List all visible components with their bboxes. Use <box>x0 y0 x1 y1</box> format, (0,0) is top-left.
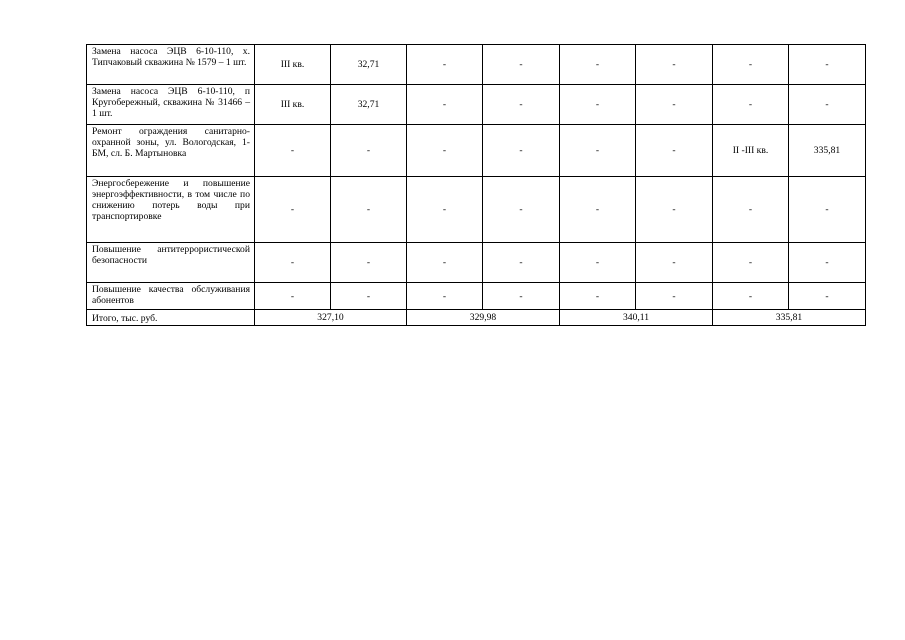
table-cell: - <box>713 45 789 85</box>
table-cell: - <box>255 177 331 243</box>
table-cell: - <box>255 283 331 310</box>
table-cell: - <box>636 283 713 310</box>
table-cell: - <box>560 283 636 310</box>
table-cell: - <box>636 125 713 177</box>
table-cell: - <box>483 283 560 310</box>
table-row <box>87 283 866 310</box>
table-cell: III кв. <box>255 45 331 85</box>
table-cell: - <box>407 45 483 85</box>
table-cell: - <box>560 85 636 125</box>
table-cell: - <box>789 85 866 125</box>
table-cell: - <box>636 85 713 125</box>
table-cell: - <box>331 177 407 243</box>
row-description: Повышение качества обслуживания абонентов <box>87 283 255 310</box>
table-cell: - <box>636 45 713 85</box>
total-value: 335,81 <box>713 310 866 326</box>
table-cell: - <box>483 45 560 85</box>
table-cell: - <box>331 283 407 310</box>
table-cell: 335,81 <box>789 125 866 177</box>
table-cell: - <box>713 177 789 243</box>
table-cell: - <box>636 243 713 283</box>
table-row <box>87 125 866 177</box>
table-cell: - <box>407 243 483 283</box>
table-row <box>87 85 866 125</box>
total-value: 327,10 <box>255 310 407 326</box>
table-cell: - <box>407 125 483 177</box>
table-cell: - <box>407 177 483 243</box>
table-cell: - <box>789 243 866 283</box>
table-cell: 32,71 <box>331 45 407 85</box>
table-row <box>87 45 866 85</box>
table-cell: - <box>331 125 407 177</box>
table-cell: - <box>713 283 789 310</box>
table-cell: - <box>483 125 560 177</box>
table-cell: - <box>407 283 483 310</box>
table-cell: III кв. <box>255 85 331 125</box>
table-cell: - <box>789 283 866 310</box>
table-cell: - <box>255 243 331 283</box>
table-cell: - <box>560 45 636 85</box>
table-cell: - <box>713 243 789 283</box>
row-description: Ремонт ограждения санитарно-охранной зоны, ул. Вологодская, 1-БМ, сл. Б. Мартыновка <box>87 125 255 177</box>
row-description: Замена насоса ЭЦВ 6-10-110, х. Типчаковый скважина № 1579 – 1 шт. <box>87 45 255 85</box>
total-value: 329,98 <box>407 310 560 326</box>
row-description: Энергосбережение и повышение энергоэффективности, в том числе по снижению потерь воды при транспортировке <box>87 177 255 243</box>
total-value: 340,11 <box>560 310 713 326</box>
row-description: Замена насоса ЭЦВ 6-10-110, п Кругобережный, скважина № 31466 – 1 шт. <box>87 85 255 125</box>
table-cell: - <box>483 85 560 125</box>
table-cell: II -III кв. <box>713 125 789 177</box>
table-cell: - <box>560 177 636 243</box>
table-cell: - <box>713 85 789 125</box>
table-row <box>87 177 866 243</box>
table-cell: - <box>789 177 866 243</box>
table-cell: - <box>483 243 560 283</box>
table-cell: - <box>483 177 560 243</box>
total-label: Итого, тыс. руб. <box>87 310 255 326</box>
table-cell: - <box>331 243 407 283</box>
table-cell: - <box>560 243 636 283</box>
total-row <box>87 310 866 326</box>
table-cell: - <box>255 125 331 177</box>
row-description: Повышение антитеррористической безопасности <box>87 243 255 283</box>
table-cell: - <box>560 125 636 177</box>
table-row <box>87 243 866 283</box>
table-cell: - <box>407 85 483 125</box>
works-table <box>86 44 866 326</box>
table-cell: - <box>789 45 866 85</box>
table-cell: - <box>636 177 713 243</box>
table-cell: 32,71 <box>331 85 407 125</box>
